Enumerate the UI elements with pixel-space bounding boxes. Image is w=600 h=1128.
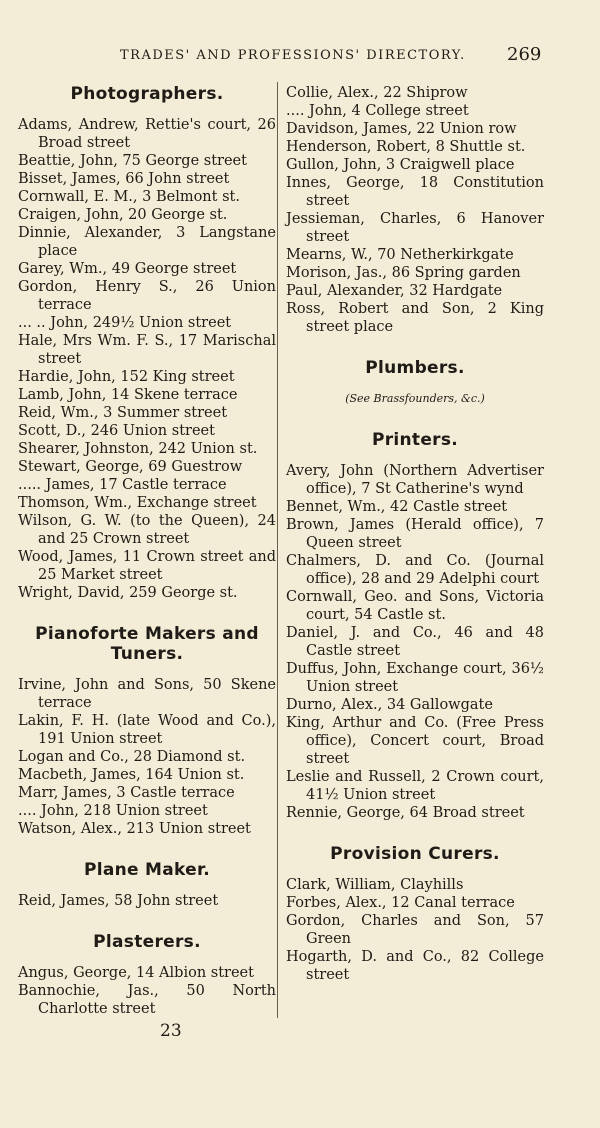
left-column	[18, 84, 276, 1018]
column-divider	[277, 82, 278, 1018]
list-item: Craigen, John, 20 George st.	[18, 207, 228, 223]
list-item: ... .. John, 249½ Union street	[18, 315, 232, 331]
list-item: Macbeth, James, 164 Union st.	[18, 767, 245, 783]
list-item: Shearer, Johnston, 242 Union st.	[18, 441, 258, 457]
list-item: ..... James, 17 Castle terrace	[18, 477, 227, 493]
list-item: Bennet, Wm., 42 Castle street	[286, 499, 508, 515]
pianoforte-list	[18, 676, 276, 838]
list-item: Gordon, Charles and Son, 57 Green	[286, 913, 544, 947]
list-item: Garey, Wm., 49 George street	[18, 261, 237, 277]
heading-pianoforte-tuners: Tuners.	[110, 644, 184, 664]
photographers-continued-list	[286, 84, 544, 336]
list-item: Wood, James, 11 Crown street and 25 Market street	[18, 549, 276, 583]
list-item: Morison, Jas., 86 Spring garden	[286, 265, 521, 281]
list-item: Collie, Alex., 22 Shiprow	[286, 85, 468, 101]
heading-pianoforte-makers: Pianoforte Makers and	[35, 624, 259, 644]
list-item: Scott, D., 246 Union street	[18, 423, 215, 439]
list-item: Lakin, F. H. (late Wood and Co.), 191 Union street	[18, 713, 276, 747]
list-item: King, Arthur and Co. (Free Press office), Concert court, Broad street	[286, 715, 544, 767]
heading-printers: Printers.	[371, 430, 459, 450]
list-item: Adams, Andrew, Rettie's court, 26 Broad street	[18, 117, 276, 151]
provision-curers-list	[286, 876, 544, 984]
list-item: Chalmers, D. and Co. (Journal office), 28 and 29 Adelphi court	[286, 553, 544, 587]
right-column	[286, 84, 544, 984]
list-item: Duffus, John, Exchange court, 36½ Union street	[286, 661, 544, 695]
list-item: Cornwall, E. M., 3 Belmont st.	[18, 189, 240, 205]
list-item: Henderson, Robert, 8 Shuttle st.	[286, 139, 526, 155]
heading-provision-curers: Provision Curers.	[330, 844, 500, 864]
list-item: Logan and Co., 28 Diamond st.	[18, 749, 246, 765]
heading-plane-maker: Plane Maker.	[83, 860, 211, 880]
list-item: Rennie, George, 64 Broad street	[286, 805, 525, 821]
list-item: Gullon, John, 3 Craigwell place	[286, 157, 515, 173]
list-item: Irvine, John and Sons, 50 Skene terrace	[18, 677, 276, 711]
list-item: .... John, 4 College street	[286, 103, 469, 119]
list-item: Angus, George, 14 Albion street	[18, 965, 254, 981]
list-item: Bisset, James, 66 John street	[18, 171, 230, 187]
heading-plumbers: Plumbers.	[365, 358, 465, 378]
list-item: Ross, Robert and Son, 2 King street place	[286, 301, 544, 335]
list-item: .... John, 218 Union street	[18, 803, 208, 819]
list-item: Watson, Alex., 213 Union street	[18, 821, 251, 837]
list-item: Beattie, John, 75 George street	[18, 153, 247, 169]
list-item: Stewart, George, 69 Guestrow	[18, 459, 243, 475]
list-item: Leslie and Russell, 2 Crown court, 41½ Union street	[286, 769, 544, 803]
list-item: Wilson, G. W. (to the Queen), 24 and 25 Crown street	[18, 513, 276, 547]
list-item: Dinnie, Alexander, 3 Langstane place	[18, 225, 276, 259]
page-number: 269	[507, 44, 542, 65]
list-item: Cornwall, Geo. and Sons, Victoria court, 54 Castle st.	[286, 589, 544, 623]
heading-plasterers: Plasterers.	[93, 932, 201, 952]
list-item: Clark, William, Clayhills	[286, 877, 464, 893]
printers-list	[286, 462, 544, 822]
running-title: TRADES' AND PROFESSIONS' DIRECTORY.	[120, 48, 466, 63]
list-item: Gordon, Henry S., 26 Union terrace	[18, 279, 276, 313]
list-item: Durno, Alex., 34 Gallowgate	[286, 697, 493, 713]
list-item: Bannochie, Jas., 50 North Charlotte street	[18, 983, 276, 1017]
list-item: Daniel, J. and Co., 46 and 48 Castle street	[286, 625, 544, 659]
list-item: Marr, James, 3 Castle terrace	[18, 785, 235, 801]
list-item: Wright, David, 259 George st.	[18, 585, 238, 601]
list-item: Innes, George, 18 Constitution street	[286, 175, 544, 209]
list-item: Lamb, John, 14 Skene terrace	[18, 387, 238, 403]
list-item: Brown, James (Herald office), 7 Queen street	[286, 517, 544, 551]
list-item: Forbes, Alex., 12 Canal terrace	[286, 895, 515, 911]
list-item: Reid, Wm., 3 Summer street	[18, 405, 228, 421]
list-item: Hogarth, D. and Co., 82 College street	[286, 949, 544, 983]
list-item: Jessieman, Charles, 6 Hanover street	[286, 211, 544, 245]
signature-mark: 23	[160, 1021, 182, 1041]
list-item: Avery, John (Northern Advertiser office), 7 St Catherine's wynd	[286, 463, 544, 497]
list-item: Thomson, Wm., Exchange street	[18, 495, 257, 511]
photographers-list	[18, 116, 276, 602]
list-item: Hale, Mrs Wm. F. S., 17 Marischal street	[18, 333, 276, 367]
list-item: Davidson, James, 22 Union row	[286, 121, 517, 137]
heading-photographers: Photographers.	[70, 84, 224, 104]
cross-reference-note: (See Brassfounders, &c.)	[345, 392, 485, 405]
list-item: Mearns, W., 70 Netherkirkgate	[286, 247, 514, 263]
list-item: Paul, Alexander, 32 Hardgate	[286, 283, 503, 299]
list-item: Hardie, John, 152 King street	[18, 369, 235, 385]
list-item: Reid, James, 58 John street	[18, 893, 219, 909]
